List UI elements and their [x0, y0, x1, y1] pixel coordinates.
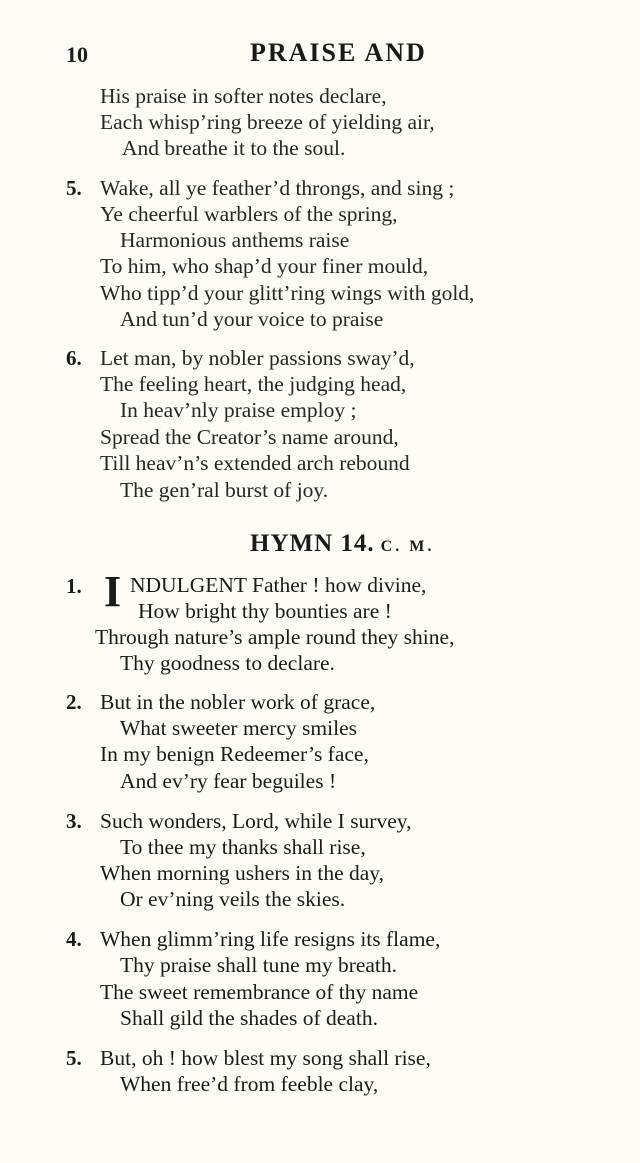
- verse-line: To him, who shap’d your finer mould,: [100, 254, 429, 278]
- hymn-meter: C. M.: [380, 538, 435, 555]
- verse-line: When morning ushers in the day,: [100, 861, 385, 885]
- verse-line: Spread the Creator’s name around,: [100, 425, 399, 449]
- verse-line: The gen’ral burst of joy.: [120, 478, 329, 502]
- stanza-number: 4.: [66, 927, 82, 951]
- stanza-number: 5.: [66, 1046, 82, 1070]
- page-number: 10: [66, 42, 88, 67]
- stanza-number: 5.: [66, 176, 82, 200]
- verse-line: The sweet remembrance of thy name: [100, 980, 419, 1004]
- verse-line: Each whisp’ring breeze of yielding air,: [100, 110, 435, 134]
- verse-line: Thy goodness to declare.: [120, 651, 335, 675]
- verse-line: Who tipp’d your glitt’ring wings with gold,: [100, 281, 475, 305]
- verse-line: But, oh ! how blest my song shall rise,: [100, 1046, 431, 1070]
- running-title: PRAISE AND: [250, 38, 427, 67]
- hymn-title: [250, 530, 434, 558]
- verse-line: NDULGENT Father ! how divine,: [130, 573, 427, 597]
- stanza-number: 6.: [66, 346, 82, 370]
- verse-line: His praise in softer notes declare,: [100, 84, 387, 108]
- verse-line: Till heav’n’s extended arch rebound: [100, 451, 410, 475]
- stanza-number: 1.: [66, 574, 82, 598]
- verse-line: When free’d from feeble clay,: [120, 1072, 379, 1096]
- verse-line: The feeling heart, the judging head,: [100, 372, 407, 396]
- stanza-number: 3.: [66, 809, 82, 833]
- verse-line: In heav’nly praise employ ;: [120, 398, 357, 422]
- verse-line: Through nature’s ample round they shine,: [95, 625, 455, 649]
- hymn-title-text: HYMN 14.: [250, 530, 375, 557]
- verse-line: Thy praise shall tune my breath.: [120, 953, 398, 977]
- verse-line: Such wonders, Lord, while I survey,: [100, 809, 412, 833]
- verse-line: When glimm’ring life resigns its flame,: [100, 927, 441, 951]
- page-header: [60, 38, 600, 72]
- verse-line: And breathe it to the soul.: [122, 136, 346, 160]
- verse-line: To thee my thanks shall rise,: [120, 835, 366, 859]
- verse-line: What sweeter mercy smiles: [120, 716, 358, 740]
- verse-line: Let man, by nobler passions sway’d,: [100, 346, 415, 370]
- stanza-number: 2.: [66, 690, 82, 714]
- verse-line: Or ev’ning veils the skies.: [120, 887, 346, 911]
- verse-line: Shall gild the shades of death.: [120, 1006, 378, 1030]
- verse-line: Wake, all ye feather’d throngs, and sing ;: [100, 176, 455, 200]
- verse-line: How bright thy bounties are !: [138, 599, 392, 623]
- verse-line: In my benign Redeemer’s face,: [100, 742, 369, 766]
- verse-line: But in the nobler work of grace,: [100, 690, 376, 714]
- verse-line: And tun’d your voice to praise: [120, 307, 384, 331]
- verse-line: Harmonious anthems raise: [120, 228, 350, 252]
- drop-cap: I: [104, 567, 122, 616]
- verse-line: And ev’ry fear beguiles !: [120, 769, 337, 793]
- verse-line: Ye cheerful warblers of the spring,: [100, 202, 398, 226]
